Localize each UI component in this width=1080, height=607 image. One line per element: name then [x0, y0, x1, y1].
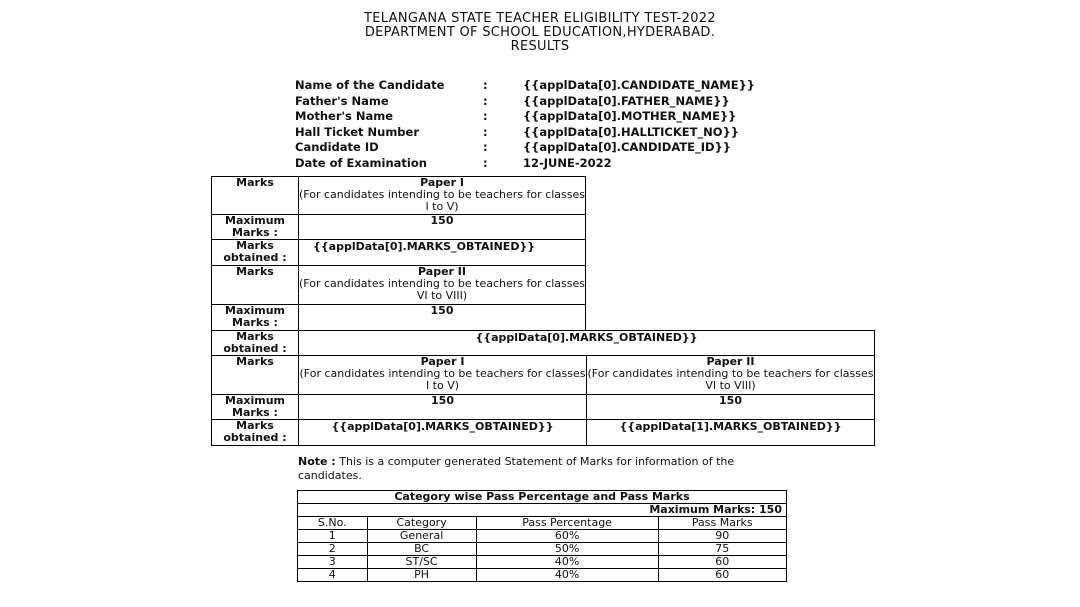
header-title-line2: DEPARTMENT OF SCHOOL EDUCATION,HYDERABAD.	[364, 25, 716, 40]
info-label: Candidate ID	[295, 140, 379, 154]
header-title-line3: RESULTS	[510, 39, 570, 54]
paper2-header-cell	[586, 355, 875, 395]
table-row	[298, 556, 787, 569]
paper1-header-cell	[298, 176, 586, 215]
column-header-pass-marks: Pass Marks	[658, 517, 786, 530]
note-text: This is a computer generated Statement of Marks for information of the candidates.	[298, 455, 735, 482]
max-marks-value: 150	[586, 394, 875, 420]
max-marks-label: Maximum Marks :	[211, 214, 299, 240]
table-cell: 1	[298, 530, 368, 543]
column-header-category: Category	[367, 517, 476, 530]
marks-label-cell: Marks	[211, 176, 299, 215]
marks-obtained-label: Marks obtained :	[211, 330, 299, 356]
marks-label-cell: Marks	[211, 265, 299, 305]
info-label: Name of the Candidate	[295, 78, 445, 92]
marks-obtained-label: Marks obtained :	[211, 419, 299, 446]
column-header-pass-percentage: Pass Percentage	[476, 517, 658, 530]
pass-percentage-table	[297, 490, 787, 582]
table-caption-row	[298, 491, 787, 504]
info-value: {{applData[0].FATHER_NAME}}	[523, 93, 730, 108]
table-caption: Category wise Pass Percentage and Pass Marks	[298, 491, 787, 504]
max-marks-label: Maximum Marks :	[211, 304, 299, 331]
info-colon: :	[483, 93, 488, 108]
info-value: 12-JUNE-2022	[523, 155, 612, 170]
paper1-header-cell	[298, 355, 587, 395]
info-label: Father's Name	[295, 93, 389, 108]
paper2-desc: (For candidates intending to be teachers for classes VI to VIII)	[299, 277, 585, 302]
paper1-title: Paper I	[420, 176, 464, 189]
info-value: {{applData[0].MOTHER_NAME}}	[523, 109, 737, 123]
table-row	[298, 569, 787, 582]
max-marks-value: 150	[298, 304, 586, 331]
table-header-row	[298, 517, 787, 530]
paper1-title: Paper I	[420, 355, 465, 368]
info-value: {{applData[0].CANDIDATE_ID}}	[523, 140, 731, 154]
info-label: Mother's Name	[295, 109, 394, 123]
info-colon: :	[483, 78, 488, 92]
table-cell: 50%	[476, 543, 658, 556]
table-row	[298, 543, 787, 556]
paper2-header-cell	[298, 265, 586, 305]
max-marks-value: 150	[298, 394, 587, 420]
info-label: Hall Ticket Number	[295, 124, 420, 139]
table-cell: 3	[298, 556, 368, 569]
table-cell: BC	[367, 543, 476, 556]
table-cell: 40%	[476, 556, 658, 569]
info-value: {{applData[0].CANDIDATE_NAME}}	[523, 78, 755, 92]
header-title-line1: TELANGANA STATE TEACHER ELIGIBILITY TEST-2022	[364, 11, 716, 26]
marks-label-cell: Marks	[211, 355, 299, 395]
marks-obtained-value: {{applData[0].MARKS_OBTAINED}}	[298, 330, 875, 356]
table-cell: 75	[658, 543, 786, 556]
table-cell: 90	[658, 530, 786, 543]
table-cell: ST/SC	[367, 556, 476, 569]
note	[298, 455, 758, 483]
table-max-row	[298, 504, 787, 517]
paper2-desc: (For candidates intending to be teachers for classes VI to VIII)	[587, 367, 874, 392]
table-cell: 60	[658, 569, 786, 582]
table-cell: General	[367, 530, 476, 543]
table-cell: 60%	[476, 530, 658, 543]
info-colon: :	[483, 155, 488, 170]
info-value: {{applData[0].HALLTICKET_NO}}	[523, 124, 739, 139]
table-max-marks: Maximum Marks: 150	[298, 504, 787, 517]
max-marks-label: Maximum Marks :	[211, 394, 299, 420]
marks-obtained-value: {{applData[0].MARKS_OBTAINED}}	[298, 239, 586, 266]
table-row	[298, 530, 787, 543]
column-header-sno: S.No.	[298, 517, 368, 530]
marks-obtained-value: {{applData[1].MARKS_OBTAINED}}	[586, 419, 875, 446]
marks-obtained-label: Marks obtained :	[211, 239, 299, 266]
table-cell: 4	[298, 569, 368, 582]
info-colon: :	[483, 109, 488, 123]
info-label: Date of Examination	[295, 155, 427, 170]
info-colon: :	[483, 124, 488, 139]
table-cell: 60	[658, 556, 786, 569]
info-colon: :	[483, 140, 488, 154]
note-label: Note :	[298, 455, 336, 468]
marks-obtained-value: {{applData[0].MARKS_OBTAINED}}	[298, 419, 587, 446]
table-cell: PH	[367, 569, 476, 582]
table-cell: 40%	[476, 569, 658, 582]
paper2-title: Paper II	[706, 355, 755, 368]
max-marks-value: 150	[298, 214, 586, 240]
paper2-title: Paper II	[418, 265, 466, 278]
paper1-desc: (For candidates intending to be teachers for classes I to V)	[299, 367, 586, 392]
paper1-desc: (For candidates intending to be teachers for classes I to V)	[299, 188, 585, 213]
table-cell: 2	[298, 543, 368, 556]
